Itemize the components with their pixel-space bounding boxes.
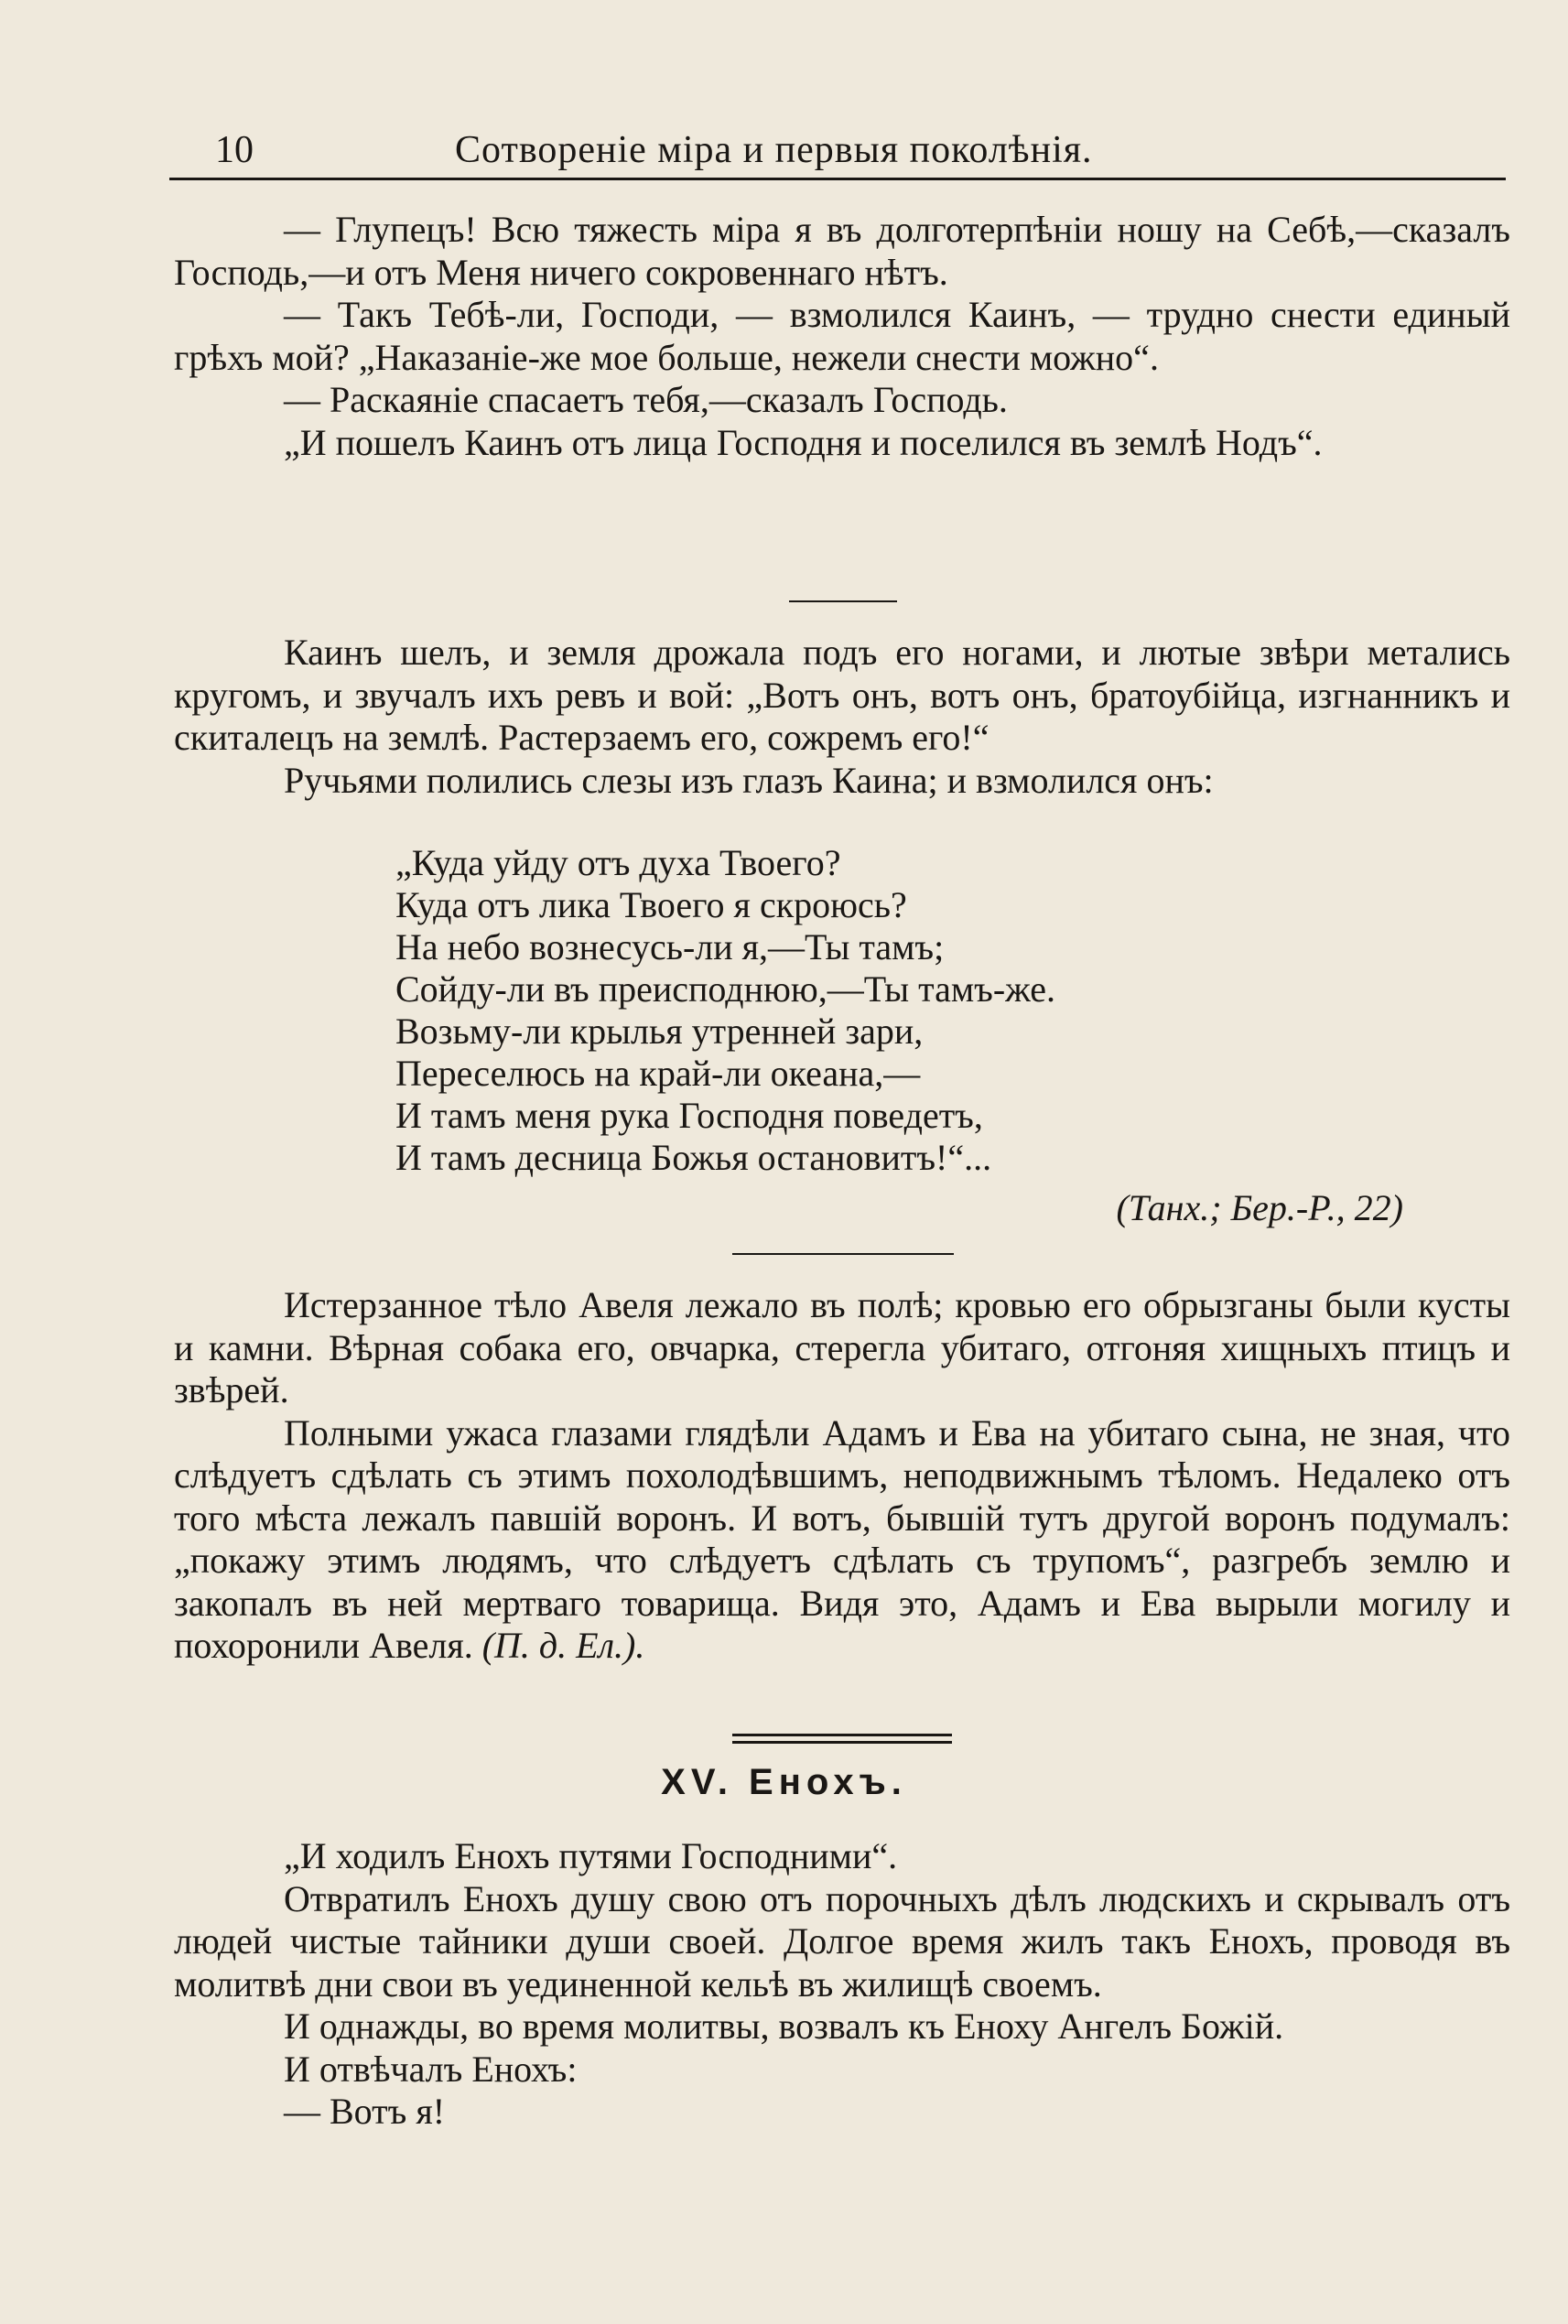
paragraph: Каинъ шелъ, и земля дрожала подъ его ногами, и лютые звѣри метались кругомъ, и звучалъ ихъ ревъ и вой: „Вотъ онъ, вотъ онъ, братоубійца, изгнанникъ и скиталецъ на землѣ. Растерзаемъ его, сожремъ его!“ [174, 632, 1510, 758]
cain-wandering-block [174, 632, 1510, 802]
paragraph: И отвѣчалъ Енохъ: [284, 2048, 578, 2090]
paragraph: Ручьями полились слезы изъ глазъ Каина; и взмолился онъ: [284, 759, 1214, 801]
poem-line: Возьму-ли крылья утренней зари, [395, 1011, 924, 1052]
paragraph: — Такъ Тебѣ-ли, Господи, — взмолился Каинъ, — трудно снести единый грѣхъ мой? „Наказаніе-же мое больше, нежели снести можно“. [174, 294, 1510, 378]
poem-source: (Танх.; Бер.-Р., 22) [1116, 1187, 1403, 1228]
poem-line: Сойду-ли въ преисподнюю,—Ты тамъ-же. [395, 968, 1056, 1010]
section-separator [789, 600, 897, 602]
paragraph: Отвратилъ Енохъ душу свою отъ порочныхъ дѣлъ людскихъ и скрывалъ отъ людей чистые тайники души своей. Долгое время жилъ такъ Енохъ, проводя въ молитвѣ дни свои въ уединенной кельѣ въ жилищѣ своемъ. [174, 1877, 1510, 2005]
paragraph: — Вотъ я! [284, 2091, 446, 2132]
page-header [169, 121, 1506, 178]
running-title: Сотвореніе міра и первыя поколѣнія. [455, 129, 1093, 171]
paragraph-text: Полными ужаса глазами глядѣли Адамъ и Ева на убитаго сына, не зная, что слѣдуетъ сдѣлать съ этимъ похолодѣвшимъ, неподвижнымъ тѣломъ. Недалеко отъ того мѣста лежалъ павшій воронъ. И вотъ, бывшій тутъ другой воронъ подумалъ: „покажу этимъ людямъ, что слѣдуетъ сдѣлать съ трупомъ“, разгребъ землю и закопалъ въ ней мертваго товарища. Видя это, Адамъ и Ева вырыли могилу и похоронили Авеля. [174, 1411, 1510, 1666]
poem-line: Куда отъ лика Твоего я скроюсь? [395, 884, 907, 925]
enoch-block [174, 1835, 1510, 2134]
poem-line: И тамъ десница Божья остановитъ!“... [395, 1137, 992, 1178]
poem-line: Переселюсь на край-ли океана,— [395, 1053, 921, 1094]
poem-line: И тамъ меня рука Господня поведетъ, [395, 1095, 983, 1136]
paragraph-source: (П. д. Ел.). [481, 1625, 645, 1666]
paragraph: Истерзанное тѣло Авеля лежало въ полѣ; кровью его обрызганы были кусты и камни. Вѣрная собака его, овчарка, стерегла убитаго, отгоняя хищныхъ птицъ и звѣрей. [174, 1284, 1510, 1411]
poem-block [395, 842, 1055, 1179]
header-rule [169, 178, 1506, 180]
poem-line: На небо вознесусь-ли я,—Ты тамъ; [395, 926, 945, 967]
dialogue-block [174, 209, 1510, 464]
paragraph: — Раскаяніе спасаетъ тебя,—сказалъ Господь. [284, 379, 1008, 420]
double-rule-top [732, 1734, 952, 1736]
paragraph: „И пошелъ Каинъ отъ лица Господня и поселился въ землѣ Нодъ“. [284, 421, 1323, 463]
paragraph [174, 1412, 1510, 1668]
double-rule-bottom [732, 1741, 952, 1744]
paragraph: „И ходилъ Енохъ путями Господними“. [284, 1835, 898, 1876]
paragraph: — Глупецъ! Всю тяжесть міра я въ долготерпѣніи ношу на Себѣ,—сказалъ Господь,—и отъ Меня ничего сокровеннаго нѣтъ. [174, 209, 1510, 293]
page-number: 10 [215, 129, 254, 171]
section-heading: XV. Енохъ. [661, 1762, 907, 1802]
poem-line: „Куда уйду отъ духа Твоего? [395, 842, 841, 883]
section-separator [732, 1253, 954, 1255]
paragraph: И однажды, во время молитвы, возвалъ къ Еноху Ангелъ Божій. [284, 2005, 1284, 2047]
abel-burial-block [174, 1284, 1510, 1668]
